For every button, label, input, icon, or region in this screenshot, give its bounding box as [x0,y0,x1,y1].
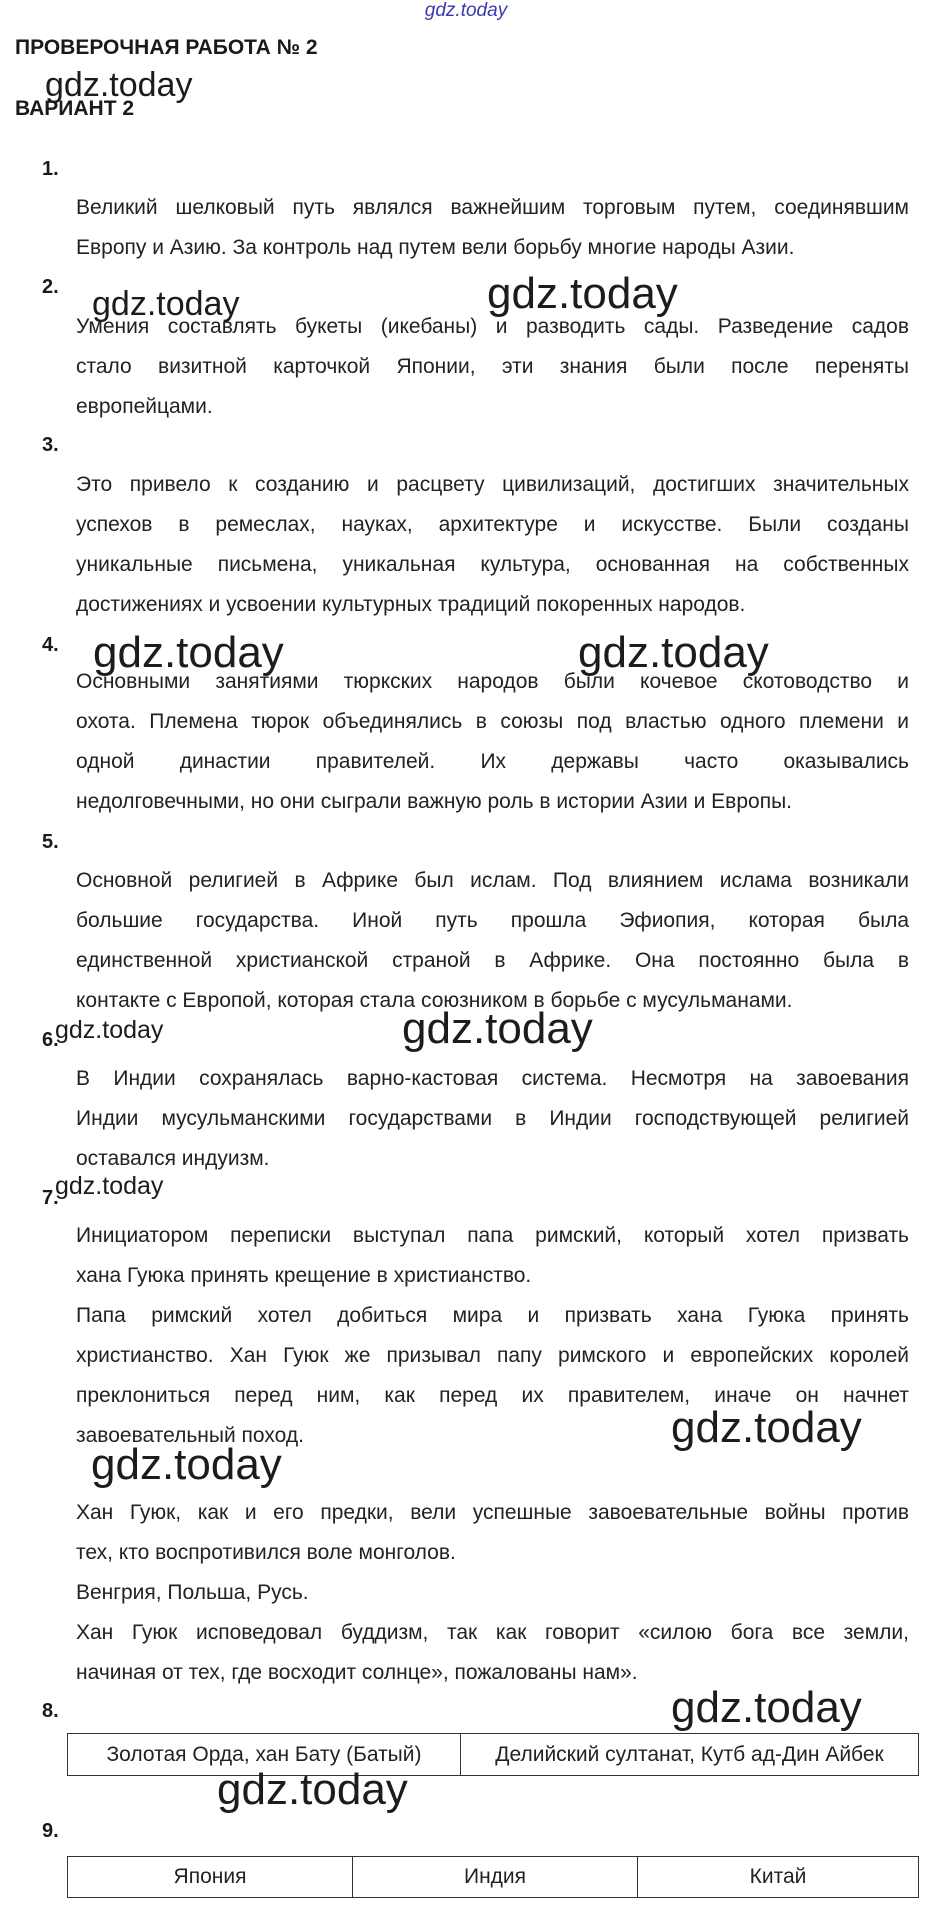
watermark: gdz.today [487,269,678,318]
text-line: достижениях и усвоении культурных традиций покоренных народов. [76,593,746,616]
table-cell: Япония [68,1857,353,1898]
watermark: gdz.today [93,628,284,677]
text-line: тех, кто воспротивился воле монголов. [76,1541,456,1564]
watermark: gdz.today [402,1004,593,1053]
watermark: gdz.today [45,66,193,104]
variant-label: ВАРИАНТ 2 [15,97,135,120]
text-line: Индии мусульманскими государствами в Индии господствующей религией [76,1107,909,1130]
text-line: недолговечными, но они сыграли важную роль в истории Азии и Европы. [76,790,792,813]
text-line: завоевательный поход. [76,1424,304,1447]
item-number: 8. [42,1700,59,1722]
text-line: преклониться перед ним, как перед их правителем, иначе он начнет [76,1384,909,1407]
text-line: оставался индуизм. [76,1147,270,1170]
watermark: gdz.today [55,1172,164,1200]
page-title: ПРОВЕРОЧНАЯ РАБОТА № 2 [15,36,318,59]
watermark: gdz.today [91,1440,282,1489]
answer-paragraph [76,465,909,625]
watermark: gdz.today [55,1016,164,1044]
text-line: единственной христианской страной в Африке. Она постоянно была в [76,949,909,972]
text-line: начиная от тех, где восходит солнце», пожалованы нам». [76,1661,638,1684]
watermark: gdz.today [92,285,240,323]
item-number: 4. [42,634,59,656]
text-line: большие государства. Иной путь прошла Эфиопия, которая была [76,909,909,932]
answer-paragraph [76,1493,909,1693]
item-number: 7. [42,1187,59,1209]
answer-paragraph [76,1059,909,1179]
text-line: Это привело к созданию и расцвету цивилизаций, достигших значительных [76,473,909,496]
answer-table [67,1733,919,1776]
text-line: уникальные письмена, уникальная культура, основанная на собственных [76,553,909,576]
text-line: Хан Гуюк исповедовал буддизм, так как говорит «силою бога все земли, [76,1621,909,1644]
watermark-top: gdz.today [424,0,508,21]
text-line: Основной религией в Африке был ислам. Под влиянием ислама возникали [76,869,909,892]
table-cell: Делийский султанат, Кутб ад-Дин Айбек [461,1734,919,1776]
text-line: В Индии сохранялась варно-кастовая система. Несмотря на завоевания [76,1067,909,1090]
item-number: 2. [42,276,59,298]
text-line: Европу и Азию. За контроль над путем вели борьбу многие народы Азии. [76,236,795,259]
text-line: европейцами. [76,395,213,418]
text-line: Венгрия, Польша, Русь. [76,1581,309,1604]
item-number: 6. [42,1029,59,1051]
text-line: Хан Гуюк, как и его предки, вели успешные завоевательные войны против [76,1501,909,1524]
text-line: Великий шелковый путь являлся важнейшим торговым путем, соединявшим [76,196,909,219]
text-line: одной династии правителей. Их державы часто оказывались [76,750,909,773]
watermark: gdz.today [578,628,769,677]
text-line: стало визитной карточкой Японии, эти знания были после переняты [76,355,909,378]
text-line: Инициатором переписки выступал папа римский, который хотел призвать [76,1224,909,1247]
item-number: 1. [42,158,59,180]
answer-table [67,1856,919,1898]
answer-paragraph [76,188,909,268]
watermark: gdz.today [671,1403,862,1452]
text-line: контакте с Европой, которая стала союзником в борьбе с мусульманами. [76,989,793,1012]
answer-paragraph [76,861,909,1021]
answer-paragraph [76,662,909,822]
item-number: 9. [42,1820,59,1842]
text-line: Умения составлять букеты (икебаны) и разводить сады. Разведение садов [76,315,909,338]
table-cell: Китай [638,1857,919,1898]
text-line: Основными занятиями тюркских народов были кочевое скотоводство и [76,670,909,693]
watermark: gdz.today [671,1683,862,1732]
item-number: 3. [42,434,59,456]
item-number: 5. [42,831,59,853]
text-line: успехов в ремеслах, науках, архитектуре и искусстве. Были созданы [76,513,909,536]
text-line: хана Гуюка принять крещение в христианство. [76,1264,532,1287]
table-cell: Индия [353,1857,638,1898]
watermark: gdz.today [217,1765,408,1814]
text-line: охота. Племена тюрок объединялись в союзы под властью одного племени и [76,710,909,733]
text-line: Папа римский хотел добиться мира и призвать хана Гуюка принять [76,1304,909,1327]
answer-paragraph [76,307,909,427]
table-cell: Золотая Орда, хан Бату (Батый) [68,1734,461,1776]
text-line: христианство. Хан Гуюк же призывал папу римского и европейских королей [76,1344,909,1367]
